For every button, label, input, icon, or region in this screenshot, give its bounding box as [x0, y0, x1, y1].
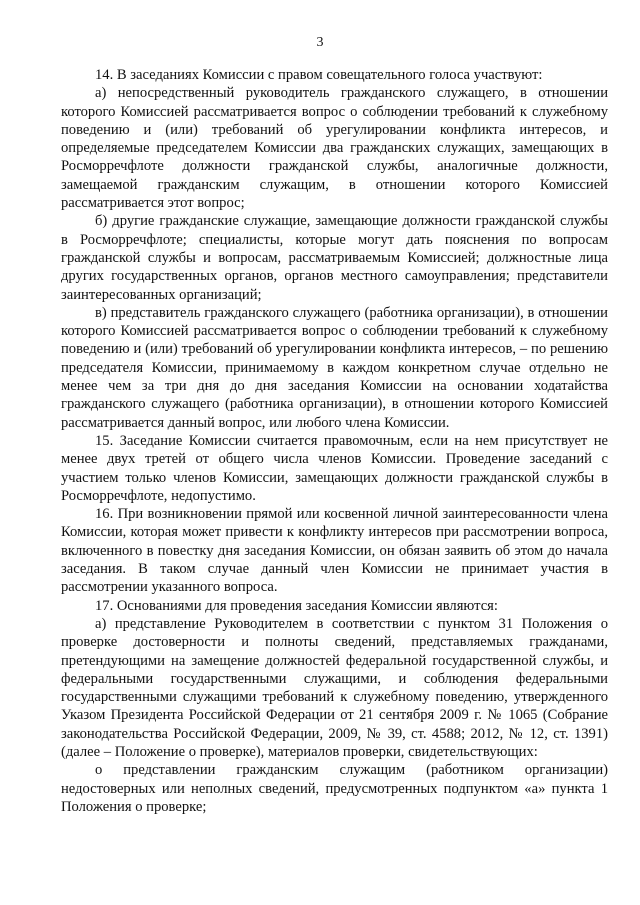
paragraph-14-v: в) представитель гражданского служащего (работника организации), в отношении которого Комиссией рассматривается вопрос о соблюдении требований к служебному поведению и (или) требований об урегулировании конфликта интересов, – по решению председателя Комиссии, принимаемому в каждом конкретном случае отдельно не менее чем за три дня до дня заседания Комиссии на основании ходатайства гражданского служащего (работника организации), в отношении которого Комиссией рассматривается данный вопрос, или любого члена Комиссии.: [61, 304, 608, 431]
paragraph-14: 14. В заседаниях Комиссии с правом совещательного голоса участвуют:: [95, 67, 543, 83]
paragraph-14-a: а) непосредственный руководитель гражданского служащего, в отношении которого Комиссией рассматривается вопрос о соблюдении требований к служебному поведению и (или) требований об урегулировании конфликта интересов, и определяемые председателем Комиссии два гражданских служащих, замещающих в Росморречфлоте должности гражданской службы, аналогичные должности, замещаемой гражданским служащим, в отношении которого Комиссией рассматривается этот вопрос;: [61, 85, 608, 212]
document-body: [61, 66, 608, 816]
paragraph-14-b: б) другие гражданские служащие, замещающие должности гражданской службы в Росморречфлоте; специалисты, которые могут дать пояснения по вопросам гражданской службы и вопросам, рассматриваемым Комиссией; должностные лица других государственных органов, органов местного самоуправления; представители заинтересованных организаций;: [61, 213, 608, 303]
paragraph-15: 15. Заседание Комиссии считается правомочным, если на нем присутствует не менее двух третей от общего числа членов Комиссии. Проведение заседаний с участием только членов Комиссии, замещающих должности гражданской службы в Росморречфлоте, недопустимо.: [61, 432, 608, 504]
paragraph-17: 17. Основаниями для проведения заседания Комиссии являются:: [95, 597, 498, 614]
page-number: 3: [316, 35, 324, 50]
paragraph-17-a-bullet: о представлении гражданским служащим (работником организации) недостоверных или неполных сведений, предусмотренных подпунктом «а» пункта 1 Положения о проверке;: [61, 762, 608, 815]
paragraph-16: 16. При возникновении прямой или косвенной личной заинтересованности члена Комиссии, которая может привести к конфликту интересов при рассмотрении вопроса, включенного в повестку дня заседания Комиссии, он обязан заявить об этом до начала заседания. В таком случае данный член Комиссии не принимает участия в рассмотрении указанного вопроса.: [61, 506, 608, 596]
paragraph-17-a: а) представление Руководителем в соответствии с пунктом 31 Положения о проверке достоверности и полноты сведений, представляемых гражданами, претендующими на замещение должностей федеральной государственной службы, и федеральными государственными служащими, и соблюдения федеральными государственными служащими требований к служебному поведению, утвержденного Указом Президента Российской Федерации от 21 сентября 2009 г. № 1065 (Собрание законодательства Российской Федерации, 2009, № 39, ст. 4588; 2012, № 12, ст. 1391) (далее – Положение о проверке), материалов проверки, свидетельствующих:: [61, 615, 608, 760]
